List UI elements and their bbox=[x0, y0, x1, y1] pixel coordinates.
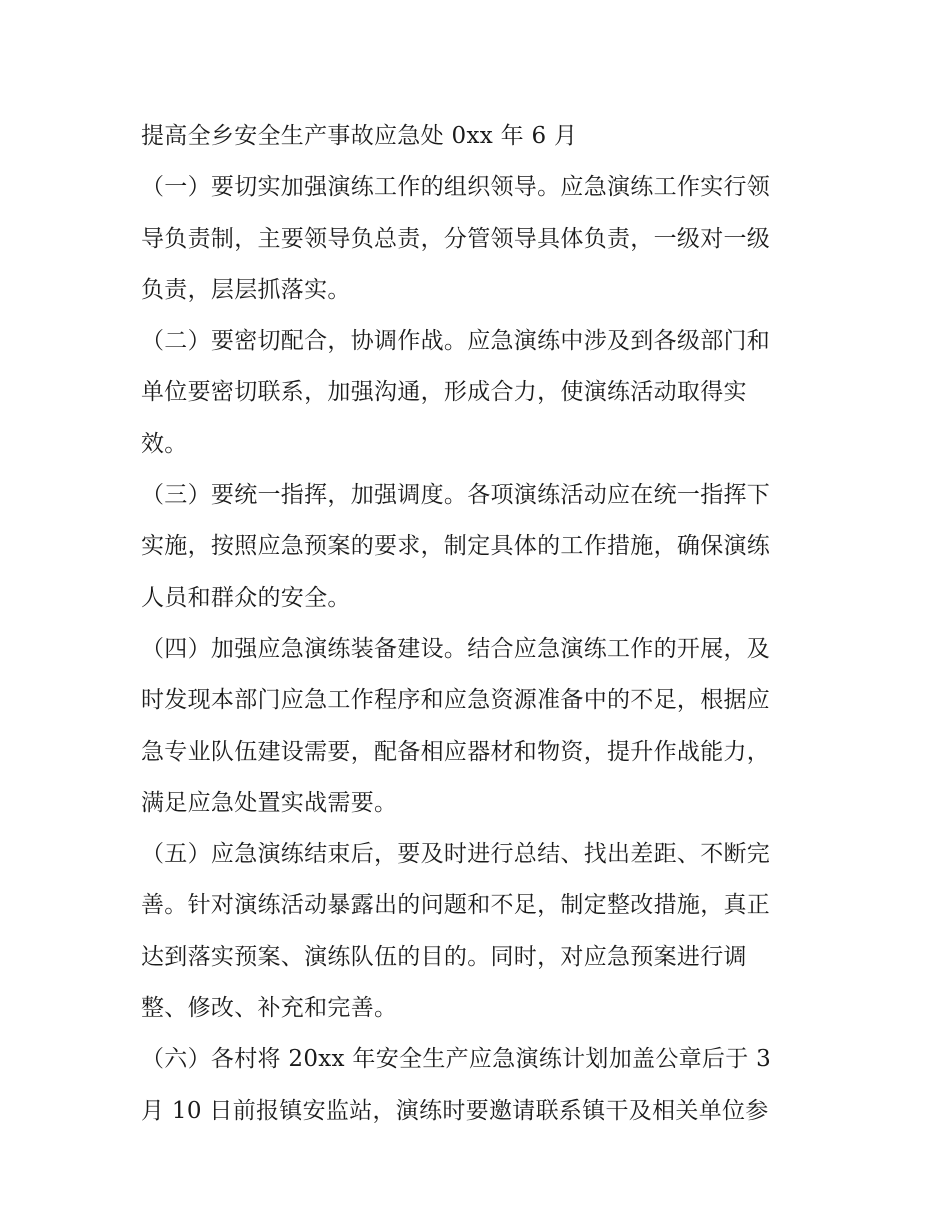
paragraph-4-line-1: （四）加强应急演练装备建设。结合应急演练工作的开展，及 bbox=[141, 635, 771, 662]
paragraph-4-line-3: 急专业队伍建设需要，配备相应器材和物资，提升作战能力， bbox=[141, 738, 771, 765]
paragraph-4-line-2: 时发现本部门应急工作程序和应急资源准备中的不足，根据应 bbox=[141, 687, 771, 714]
paragraph-5-line-2: 善。针对演练活动暴露出的问题和不足，制定整改措施，真正 bbox=[141, 892, 771, 919]
paragraph-2-line-3: 效。 bbox=[141, 430, 188, 457]
paragraph-1-line-1: （一）要切实加强演练工作的组织领导。应急演练工作实行领 bbox=[141, 174, 771, 201]
paragraph-5-line-4: 整、修改、补充和完善。 bbox=[141, 995, 398, 1022]
paragraph-5-line-1: （五）应急演练结束后，要及时进行总结、找出差距、不断完 bbox=[141, 841, 771, 868]
paragraph-3-line-1: （三）要统一指挥，加强调度。各项演练活动应在统一指挥下 bbox=[141, 482, 771, 509]
paragraph-2-line-2: 单位要密切联系，加强沟通，形成合力，使演练活动取得实 bbox=[141, 379, 747, 406]
paragraph-3-line-2: 实施，按照应急预案的要求，制定具体的工作措施，确保演练 bbox=[141, 533, 771, 560]
paragraph-5-line-3: 达到落实预案、演练队伍的目的。同时，对应急预案进行调 bbox=[141, 943, 747, 970]
paragraph-6-line-1: （六）各村将 20xx 年安全生产应急演练计划加盖公章后于 3 bbox=[141, 1046, 772, 1073]
paragraph-4-line-4: 满足应急处置实战需要。 bbox=[141, 789, 398, 816]
paragraph-3-line-3: 人员和群众的安全。 bbox=[141, 584, 351, 611]
paragraph-6-line-2: 月 10 日前报镇安监站，演练时要邀请联系镇干及相关单位参 bbox=[141, 1097, 769, 1124]
header-line: 提高全乡安全生产事故应急处 0xx 年 6 月 bbox=[141, 123, 578, 149]
paragraph-1-line-3: 负责，层层抓落实。 bbox=[141, 276, 351, 303]
document-body bbox=[141, 111, 813, 1137]
paragraph-1-line-2: 导负责制，主要领导负总责，分管领导具体负责，一级对一级 bbox=[141, 225, 771, 252]
paragraph-2-line-1: （二）要密切配合，协调作战。应急演练中涉及到各级部门和 bbox=[141, 328, 771, 355]
